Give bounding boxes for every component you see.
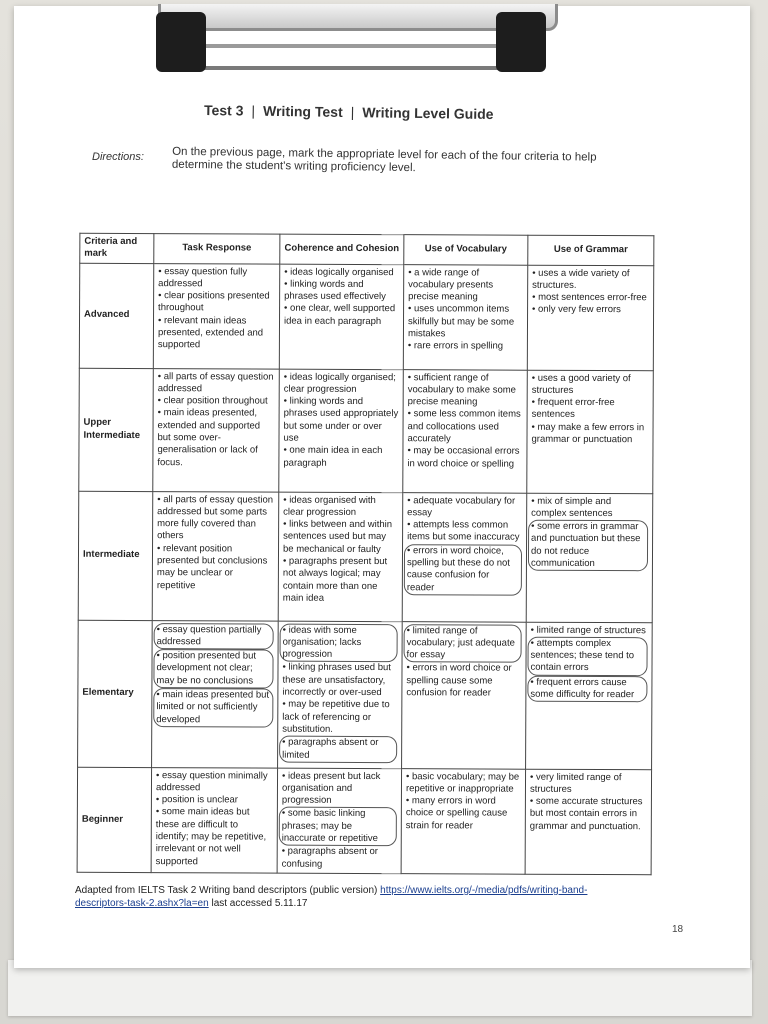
task-cell [151, 767, 277, 873]
writing-level-table [77, 233, 655, 875]
footer-text: Adapted from IELTS Task 2 Writing band descriptors (public version) [75, 885, 378, 896]
list-item: • sufficient range of vocabulary to make some precise meaning [408, 372, 523, 409]
list-item: • some main ideas but these are difficult to identify; may be repetitive, irrelevant or not well supported [156, 807, 273, 869]
title-guide: Writing Level Guide [362, 104, 494, 123]
title-test: Test 3 [203, 101, 244, 119]
list-item: • may be occasional errors in word choice or spelling [407, 446, 522, 471]
title-section: Writing Test [262, 102, 343, 120]
list-item: • basic vocabulary; may be repetitive or inappropriate [406, 771, 521, 796]
list-item: • may be repetitive due to lack of referencing or substitution. [282, 699, 397, 736]
header-vocabulary: Use of Vocabulary [404, 235, 528, 265]
grammar-cell [527, 370, 654, 494]
table-row [78, 620, 653, 770]
list-item: • clear position throughout [158, 395, 275, 408]
circled-item: • main ideas presented but limited or not sufficiently developed [153, 688, 273, 727]
footer-accessed: last accessed 5.11.17 [211, 898, 308, 909]
list-item: • position is unclear [156, 794, 273, 807]
list-item: • ideas logically organised; clear progression [284, 371, 399, 396]
header-task-response: Task Response [154, 234, 280, 264]
header-coherence: Coherence and Cohesion [280, 234, 404, 264]
list-item: • limited range of structures [531, 624, 648, 637]
list-item: • linking words and phrases used effectively [284, 279, 399, 304]
coherence-cell [277, 768, 401, 874]
coherence-cell [279, 369, 404, 493]
grammar-cell [525, 769, 651, 875]
task-cell [153, 368, 280, 492]
list-item: • frequent error-free sentences [532, 397, 649, 422]
source-footer [75, 884, 635, 910]
table-header-row [80, 233, 654, 265]
coherence-cell [278, 492, 403, 622]
grammar-cell [526, 493, 653, 623]
vocabulary-cell [401, 768, 525, 874]
directions-label: Directions: [92, 151, 144, 163]
list-item: • attempts less common items but some inaccuracy [407, 519, 522, 544]
table-row [79, 263, 653, 371]
list-item: • one clear, well supported idea in each paragraph [284, 303, 399, 328]
clipboard-clip [150, 0, 560, 76]
list-item: • errors in word choice or spelling cause some confusion for reader [406, 663, 521, 700]
grammar-cell [527, 265, 653, 371]
under-sheet [8, 960, 752, 1016]
list-item: • one main idea in each paragraph [283, 445, 398, 470]
header-grammar: Use of Grammar [528, 235, 654, 265]
level-label: Intermediate [78, 491, 153, 620]
list-item: • may make a few errors in grammar or punctuation [531, 422, 648, 447]
level-label: Upper Intermediate [79, 368, 154, 491]
list-item: • uses a good variety of structures [532, 372, 649, 397]
header-criteria: Criteria and mark [80, 233, 154, 263]
clip-grip-left [156, 12, 206, 72]
list-item: • ideas present but lack organisation and progression [282, 770, 397, 807]
circled-item: • paragraphs absent or limited [279, 736, 397, 763]
task-cell [153, 263, 279, 369]
list-item: • some accurate structures but most contain errors in grammar and punctuation. [530, 796, 647, 833]
title-separator: | [251, 102, 256, 119]
list-item: • essay question minimally addressed [156, 770, 273, 795]
coherence-cell [278, 621, 403, 769]
table-row [77, 767, 651, 875]
circled-item: • ideas with some organisation; lacks progression [280, 623, 398, 662]
vocabulary-cell [403, 264, 527, 370]
list-item: • paragraphs present but not always logical; may contain more than one main idea [283, 556, 398, 606]
list-item: • relevant position presented but conclusions may be unclear or repetitive [157, 543, 274, 593]
clip-grip-right [496, 12, 546, 72]
circled-item: • frequent errors cause some difficulty for reader [527, 675, 647, 702]
circled-item: • attempts complex sentences; these tend to contain errors [527, 637, 647, 676]
level-label: Advanced [79, 263, 153, 368]
list-item: • rare errors in spelling [408, 341, 523, 354]
list-item: • only very few errors [532, 304, 649, 317]
list-item: • many errors in word choice or spelling cause strain for reader [406, 795, 521, 832]
title-separator: | [350, 104, 355, 121]
circled-item: • some basic linking phrases; may be inaccurate or repetitive [279, 807, 397, 846]
circled-item: • limited range of vocabulary; just adequate for essay [404, 624, 522, 663]
table-row [79, 368, 654, 494]
clip-wire [186, 44, 526, 70]
list-item: • mix of simple and complex sentences [531, 495, 648, 520]
task-cell [152, 491, 279, 621]
vocabulary-cell [402, 621, 527, 769]
list-item: • all parts of essay question addressed but some parts more fully covered than others [157, 494, 274, 544]
list-item: • some less common items and collocations used accurately [407, 409, 522, 446]
list-item: • most sentences error-free [532, 292, 649, 305]
directions-text: On the previous page, mark the appropriate level for each of the four criteria to help determine the student's writing proficiency level. [171, 145, 597, 175]
circled-item: • position presented but development not clear; may be no conclusions [153, 649, 273, 688]
list-item: • linking phrases used but these are unsatisfactory, incorrectly or over-used [282, 662, 397, 699]
vocabulary-cell [403, 369, 528, 493]
circled-item: • some errors in grammar and punctuation but these do not reduce communication [528, 520, 648, 572]
list-item: • a wide range of vocabulary presents precise meaning [408, 267, 523, 304]
coherence-cell [279, 264, 403, 370]
grammar-cell [526, 622, 653, 770]
source-link[interactable]: https://www.ielts.org/-/media/pdfs/writing-band-descriptors-task-2.ashx?la=en [75, 885, 588, 909]
list-item: • links between and within sentences used but may be mechanical or faulty [283, 519, 398, 556]
circled-item: • essay question partially addressed [154, 623, 274, 650]
list-item: • essay question fully addressed [158, 266, 275, 291]
list-item: • linking words and phrases used appropriately but some under or over use [283, 396, 398, 446]
list-item: • ideas organised with clear progression [283, 494, 398, 519]
list-item: • very limited range of structures [530, 771, 647, 796]
page-number: 18 [672, 924, 684, 935]
level-label: Beginner [77, 767, 151, 873]
table-row [78, 491, 653, 623]
list-item: • clear positions presented throughout [158, 290, 275, 315]
list-item: • uses a wide variety of structures. [532, 267, 649, 292]
list-item: • main ideas presented, extended and supported but some over-generalisation or lack of focus. [157, 408, 274, 470]
vocabulary-cell [402, 492, 527, 622]
list-item: • uses uncommon items skilfully but may be some mistakes [408, 304, 523, 341]
level-label: Elementary [78, 620, 153, 767]
task-cell [152, 620, 279, 768]
list-item: • paragraphs absent or confusing [282, 846, 397, 871]
circled-item: • errors in word choice, spelling but these do not cause confusion for reader [404, 544, 522, 596]
list-item: • ideas logically organised [284, 266, 399, 279]
list-item: • adequate vocabulary for essay [407, 495, 522, 520]
list-item: • relevant main ideas presented, extended and supported [158, 315, 275, 352]
list-item: • all parts of essay question addressed [158, 371, 275, 396]
